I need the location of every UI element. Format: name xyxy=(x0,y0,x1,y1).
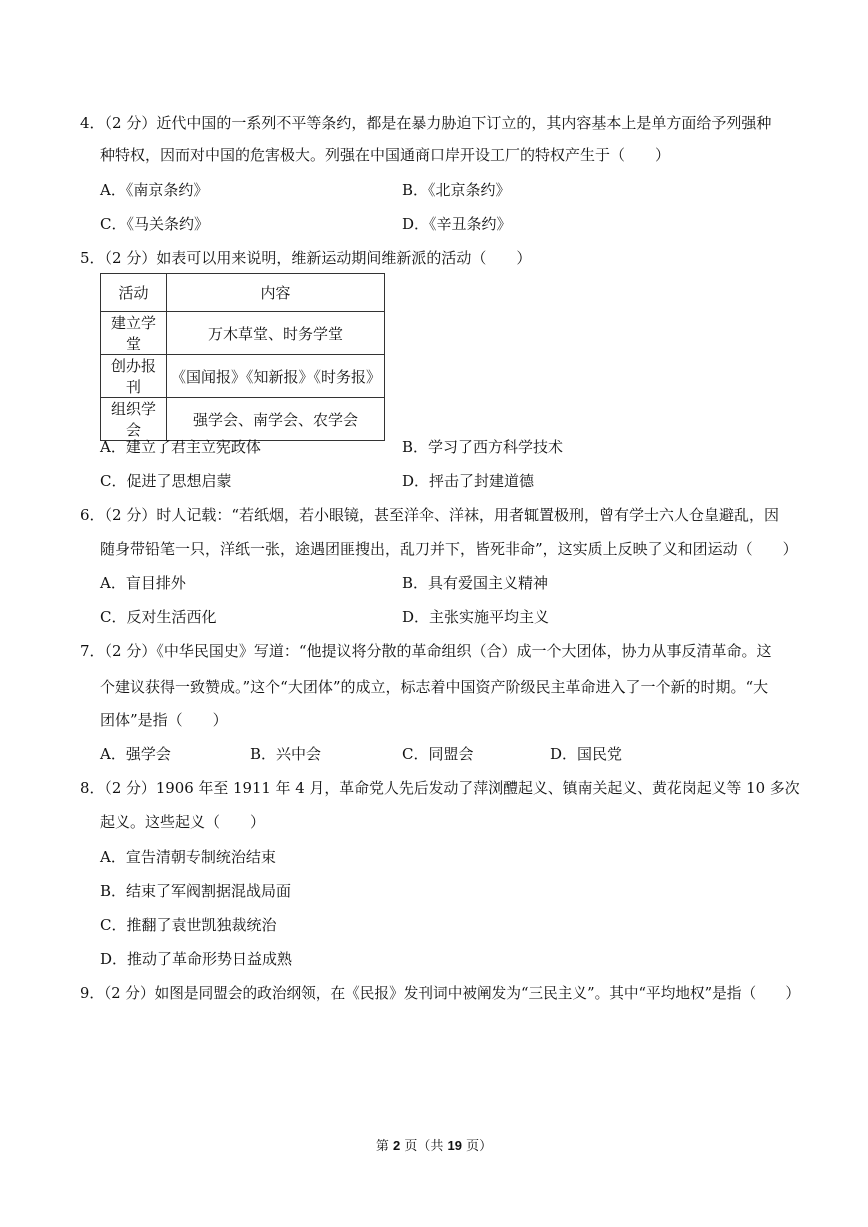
footer-prefix: 第 xyxy=(375,1139,394,1154)
q5-stem: 5．（2 分）如表可以用来说明，维新运动期间维新派的活动（ ） xyxy=(80,249,532,267)
reform-activities-table xyxy=(100,273,385,441)
q7-stem-line1: 7．（2 分）《中华民国史》写道：“他提议将分散的革命组织（合）成一个大团体，协力从事反清革命。这 xyxy=(80,642,772,660)
q7-option-c: C．同盟会 xyxy=(402,745,474,763)
page-footer xyxy=(0,1137,868,1156)
q5-option-b: B．学习了西方科学技术 xyxy=(402,438,564,456)
table-cell: 《国闻报》《知新报》《时务报》 xyxy=(167,355,385,398)
q4-option-d: D．《辛丑条约》 xyxy=(402,215,512,233)
table-row xyxy=(101,312,385,355)
table-header-row xyxy=(101,274,385,312)
q4-stem-line2: 种特权，因而对中国的危害极大。列强在中国通商口岸开设工厂的特权产生于（ ） xyxy=(100,146,671,164)
q5-option-c: C．促进了思想启蒙 xyxy=(100,472,232,490)
q9-stem: 9．（2 分）如图是同盟会的政治纲领，在《民报》发刊词中被阐发为“三民主义”。其中“平均地权”是指（ ） xyxy=(80,984,801,1002)
table-header-cell: 活动 xyxy=(101,274,167,312)
q5-option-d: D．抨击了封建道德 xyxy=(402,472,535,490)
table-cell: 创办报刊 xyxy=(101,355,167,398)
table-row xyxy=(101,355,385,398)
table-row xyxy=(101,398,385,441)
q7-stem-line3: 团体”是指（ ） xyxy=(100,711,228,729)
q4-stem-line1: 4．（2 分）近代中国的一系列不平等条约，都是在暴力胁迫下订立的，其内容基本上是单方面给予列强种 xyxy=(80,114,772,132)
q8-option-b: B．结束了军阀割据混战局面 xyxy=(100,882,292,900)
table-cell: 万木草堂、时务学堂 xyxy=(167,312,385,355)
q4-option-b: B．《北京条约》 xyxy=(402,181,511,199)
q5-option-a: A．建立了君主立宪政体 xyxy=(100,438,261,456)
q7-stem-line2: 个建议获得一致赞成。”这个“大团体”的成立，标志着中国资产阶级民主革命进入了一个新的时期。“大 xyxy=(100,678,769,696)
table-cell: 建立学堂 xyxy=(101,312,167,355)
q6-option-a: A．盲目排外 xyxy=(100,574,186,592)
q7-option-d: D．国民党 xyxy=(550,745,623,763)
q6-option-c: C．反对生活西化 xyxy=(100,608,217,626)
q4-option-a: A．《南京条约》 xyxy=(100,181,209,199)
table-cell: 组织学会 xyxy=(101,398,167,441)
q6-stem-line2: 随身带铅笔一只，洋纸一张，途遇团匪搜出，乱刀并下，皆死非命”，这实质上反映了义和团运动（ ） xyxy=(100,540,798,558)
q8-stem-line1: 8．（2 分）1906 年至 1911 年 4 月，革命党人先后发动了萍浏醴起义、镇南关起义、黄花岗起义等 10 多次 xyxy=(80,779,800,797)
q8-stem-line2: 起义。这些起义（ ） xyxy=(100,813,266,831)
q6-stem-line1: 6．（2 分）时人记载：“若纸烟，若小眼镜，甚至洋伞、洋袜，用者辄置极刑，曾有学士六人仓皇避乱，因 xyxy=(80,506,780,524)
q8-option-a: A．宣告清朝专制统治结束 xyxy=(100,848,276,866)
q7-option-b: B．兴中会 xyxy=(250,745,322,763)
q6-option-b: B．具有爱国主义精神 xyxy=(402,574,549,592)
q8-option-c: C．推翻了袁世凯独裁统治 xyxy=(100,916,277,934)
q8-option-d: D．推动了革命形势日益成熟 xyxy=(100,950,293,968)
q4-option-c: C．《马关条约》 xyxy=(100,215,209,233)
q7-option-a: A．强学会 xyxy=(100,745,171,763)
footer-total-pages: 19 xyxy=(447,1138,462,1153)
footer-page-number: 2 xyxy=(393,1138,401,1153)
table-header-cell: 内容 xyxy=(167,274,385,312)
footer-middle: 页（共 xyxy=(400,1139,448,1154)
footer-suffix: 页） xyxy=(461,1139,493,1154)
table-cell: 强学会、南学会、农学会 xyxy=(167,398,385,441)
q6-option-d: D．主张实施平均主义 xyxy=(402,608,550,626)
